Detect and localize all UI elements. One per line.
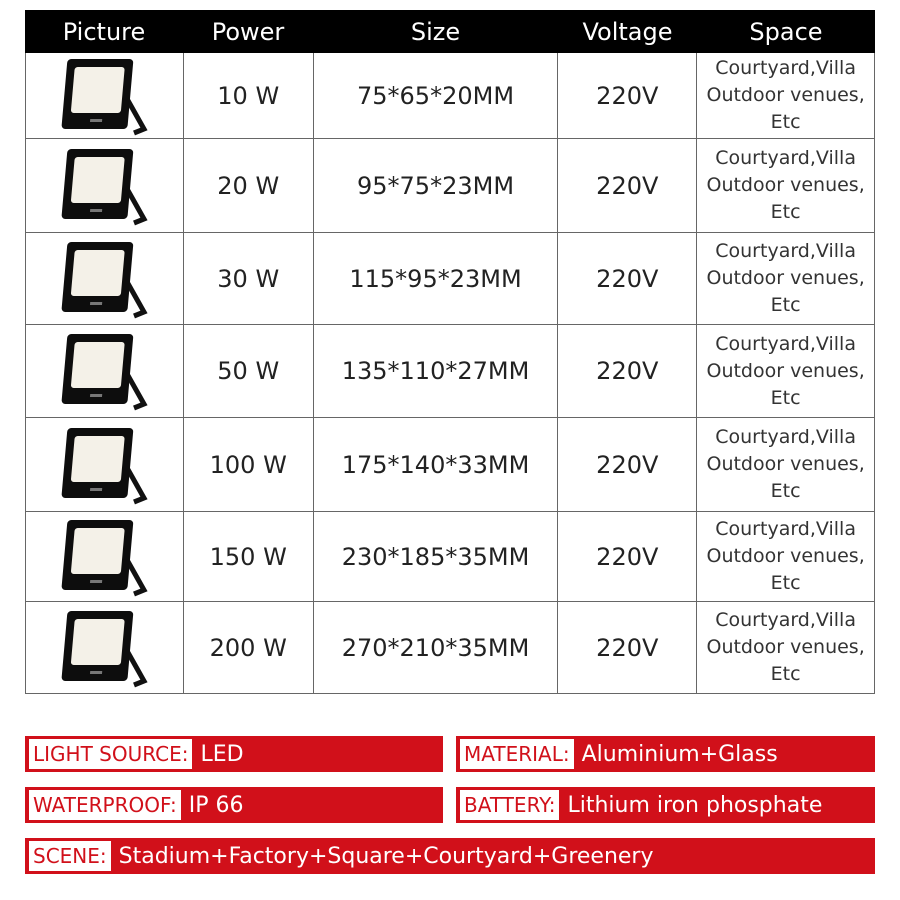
space-cell bbox=[697, 418, 875, 511]
space-line: Outdoor venues, bbox=[706, 267, 865, 289]
space-cell bbox=[697, 512, 875, 601]
header-power: Power bbox=[211, 17, 285, 46]
space-cell bbox=[697, 325, 875, 417]
led-floodlight-icon bbox=[54, 143, 154, 229]
light-source-label: LIGHT SOURCE: bbox=[29, 739, 192, 769]
power-cell: 200 W bbox=[184, 602, 314, 693]
material-label: MATERIAL: bbox=[460, 739, 574, 769]
led-floodlight-icon bbox=[54, 422, 154, 508]
product-picture bbox=[26, 139, 184, 232]
header-size: Size bbox=[410, 17, 461, 46]
power-cell: 10 W bbox=[184, 53, 314, 138]
space-line: Outdoor venues, bbox=[706, 453, 865, 475]
scene-value: Stadium+Factory+Square+Courtyard+Greenery bbox=[118, 843, 654, 869]
power-cell: 50 W bbox=[184, 325, 314, 417]
table-row bbox=[25, 53, 875, 139]
product-picture bbox=[26, 512, 184, 601]
space-line: Courtyard,Villa bbox=[715, 518, 856, 540]
product-picture bbox=[26, 418, 184, 511]
table-header bbox=[25, 10, 875, 53]
scene-label: SCENE: bbox=[29, 841, 111, 871]
space-line: Etc bbox=[770, 480, 801, 502]
led-floodlight-icon bbox=[54, 328, 154, 414]
scene-bar bbox=[25, 838, 875, 874]
space-line: Etc bbox=[770, 294, 801, 316]
product-picture bbox=[26, 53, 184, 138]
space-line: Outdoor venues, bbox=[706, 545, 865, 567]
size-cell: 230*185*35MM bbox=[314, 512, 559, 601]
power-cell: 100 W bbox=[184, 418, 314, 511]
product-picture bbox=[26, 233, 184, 324]
waterproof-label: WATERPROOF: bbox=[29, 790, 181, 820]
power-cell: 30 W bbox=[184, 233, 314, 324]
space-line: Etc bbox=[770, 663, 801, 685]
space-line: Outdoor venues, bbox=[706, 84, 865, 106]
light-source-value: LED bbox=[200, 741, 244, 767]
space-line: Courtyard,Villa bbox=[715, 57, 856, 79]
battery-bar bbox=[456, 787, 875, 823]
size-cell: 95*75*23MM bbox=[314, 139, 559, 232]
table-row bbox=[25, 602, 875, 694]
size-cell: 135*110*27MM bbox=[314, 325, 559, 417]
space-line: Courtyard,Villa bbox=[715, 426, 856, 448]
size-cell: 175*140*33MM bbox=[314, 418, 559, 511]
material-value: Aluminium+Glass bbox=[581, 741, 778, 767]
space-line: Etc bbox=[770, 572, 801, 594]
battery-value: Lithium iron phosphate bbox=[567, 792, 823, 818]
material-bar bbox=[456, 736, 875, 772]
space-line: Etc bbox=[770, 201, 801, 223]
header-voltage: Voltage bbox=[582, 17, 673, 46]
power-cell: 150 W bbox=[184, 512, 314, 601]
voltage-cell: 220V bbox=[558, 233, 697, 324]
space-cell bbox=[697, 602, 875, 693]
voltage-cell: 220V bbox=[558, 139, 697, 232]
table-row bbox=[25, 325, 875, 418]
spec-table bbox=[25, 10, 875, 694]
led-floodlight-icon bbox=[54, 514, 154, 600]
waterproof-value: IP 66 bbox=[188, 792, 244, 818]
space-line: Courtyard,Villa bbox=[715, 240, 856, 262]
led-floodlight-icon bbox=[54, 605, 154, 691]
table-row bbox=[25, 233, 875, 325]
voltage-cell: 220V bbox=[558, 512, 697, 601]
waterproof-bar bbox=[25, 787, 443, 823]
led-floodlight-icon bbox=[54, 53, 154, 139]
size-cell: 115*95*23MM bbox=[314, 233, 559, 324]
voltage-cell: 220V bbox=[558, 418, 697, 511]
header-space: Space bbox=[749, 17, 823, 46]
space-line: Etc bbox=[770, 111, 801, 133]
product-picture bbox=[26, 325, 184, 417]
size-cell: 75*65*20MM bbox=[314, 53, 559, 138]
led-floodlight-icon bbox=[54, 236, 154, 322]
space-cell bbox=[697, 139, 875, 232]
voltage-cell: 220V bbox=[558, 53, 697, 138]
power-cell: 20 W bbox=[184, 139, 314, 232]
size-cell: 270*210*35MM bbox=[314, 602, 559, 693]
table-row bbox=[25, 512, 875, 602]
product-picture bbox=[26, 602, 184, 693]
voltage-cell: 220V bbox=[558, 325, 697, 417]
space-line: Courtyard,Villa bbox=[715, 332, 856, 355]
space-line: Outdoor venues, bbox=[706, 174, 865, 196]
space-cell bbox=[697, 233, 875, 324]
voltage-cell: 220V bbox=[558, 602, 697, 693]
space-line: Courtyard,Villa bbox=[715, 147, 856, 169]
space-line: Etc bbox=[770, 386, 801, 409]
space-line: Outdoor venues, bbox=[706, 359, 865, 382]
header-picture: Picture bbox=[62, 17, 146, 46]
light-source-bar bbox=[25, 736, 443, 772]
space-line: Outdoor venues, bbox=[706, 636, 865, 658]
space-cell bbox=[697, 53, 875, 138]
table-row bbox=[25, 139, 875, 233]
battery-label: BATTERY: bbox=[460, 790, 559, 820]
table-row bbox=[25, 418, 875, 512]
space-line: Courtyard,Villa bbox=[715, 609, 856, 631]
